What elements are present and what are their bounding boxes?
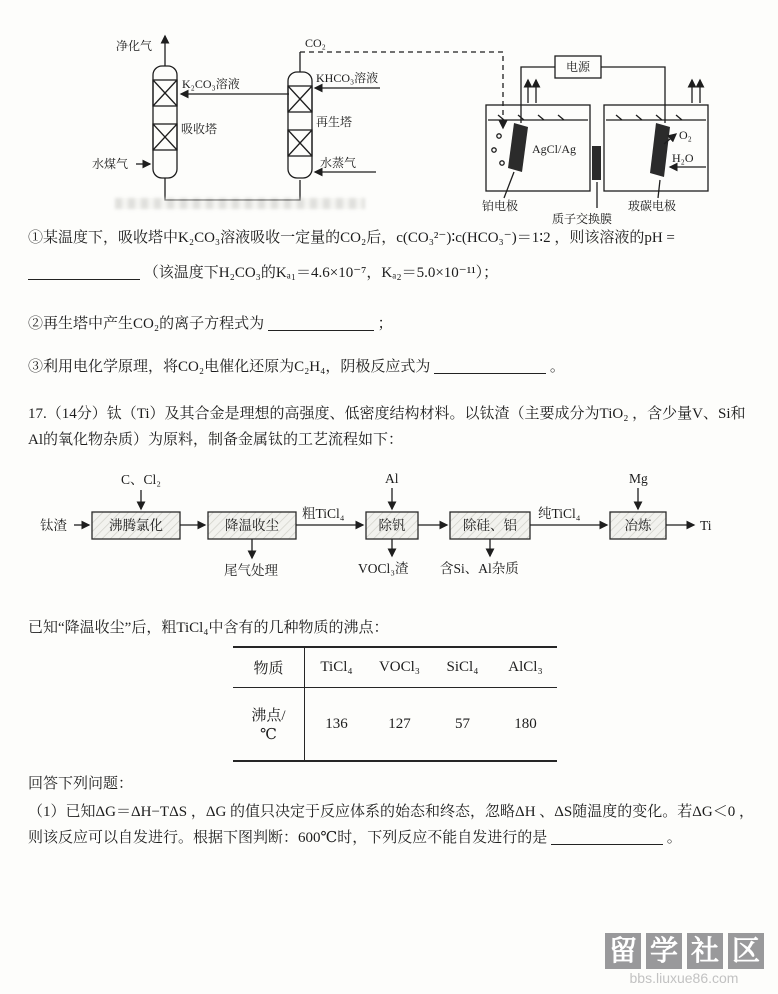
- flow-step-remove-vanadium: 除钒: [378, 518, 406, 533]
- absorption-tower-body: [153, 66, 177, 178]
- table-bp-ticl4: 136: [325, 715, 348, 732]
- gc-electrode-pointer: [658, 180, 660, 198]
- steam-label: 水蒸气: [320, 156, 357, 170]
- table-substance-ticl4: TiCl₄: [320, 659, 353, 675]
- question16-sub3-text: ③利用电化学原理，将CO₂电催化还原为C₂H₄，阴极反应式为: [28, 359, 431, 375]
- answer-intro: 回答下列问题：: [28, 776, 134, 792]
- boiling-point-intro: 已知“降温收尘”后，粗TiCl₄中含有的几种物质的沸点：: [28, 620, 389, 636]
- flow-input-al: Al: [385, 471, 399, 486]
- scan-smudge: [115, 198, 365, 209]
- flow-step-cooling-dust: 降温收尘: [225, 518, 279, 533]
- answer-blank-ionic-equation: [268, 316, 374, 331]
- water-gas-label: 水煤气: [92, 157, 129, 171]
- k2co3-solution-label: K₂CO₃溶液: [182, 77, 240, 91]
- watermark-char: 留: [605, 933, 641, 969]
- watermark-logo: [604, 933, 764, 969]
- membrane-label: 质子交换膜: [552, 212, 613, 226]
- question16-sub1-text: ①某温度下，吸收塔中K₂CO₃溶液吸收一定量的CO₂后，c(CO₃²⁻)∶c(HCO₃⁻)＝1∶2 ，则该溶液的pH =: [28, 230, 675, 246]
- gas-bubble: [497, 134, 501, 138]
- question16-sub1: [28, 226, 760, 286]
- purified-gas-label: 净化气: [116, 39, 153, 53]
- question17-sub1-tail: 。: [666, 829, 682, 846]
- gas-bubble: [500, 161, 504, 165]
- pt-electrode-pointer: [504, 172, 514, 198]
- question17-sub1: [28, 800, 762, 851]
- pt-electrode-label: 铂电极: [482, 199, 519, 213]
- flow-vocl3-residue: VOCl₃渣: [358, 561, 409, 576]
- table-header-row: [233, 648, 557, 688]
- question16-sub3: [28, 355, 760, 381]
- flow-pure-ticl4: 纯TiCl₄: [538, 506, 581, 521]
- bottom-recycle-pipe: [165, 178, 300, 200]
- khco3-solution-label: KHCO₃溶液: [316, 71, 379, 85]
- co2-label: CO₂: [305, 36, 326, 50]
- watermark-url: bbs.liuxue86.com: [629, 970, 739, 986]
- flow-step-remove-si-al: 除硅、铝: [463, 518, 517, 533]
- answer-blank-cathode-reaction: [434, 359, 546, 374]
- watermark-char: 区: [728, 933, 764, 969]
- agcl-ag-electrode-bar: [508, 123, 528, 172]
- flow-si-al-impurities: 含Si、Al杂质: [440, 561, 519, 576]
- glassy-carbon-electrode-bar: [650, 123, 670, 177]
- table-bp-vocl3: 127: [388, 715, 411, 732]
- table-header-substance: 物质: [233, 648, 305, 687]
- boiling-point-table: [233, 646, 557, 762]
- power-supply-label: 电源: [565, 60, 591, 74]
- flow-input-c-cl2: C、Cl₂: [121, 472, 161, 487]
- flow-input-mg: Mg: [629, 471, 648, 486]
- agcl-ag-label: AgCl/Ag: [532, 142, 577, 156]
- question16-sub3-tail: 。: [549, 359, 565, 375]
- flow-product-ti: Ti: [700, 518, 712, 533]
- watermark-char: 社: [687, 933, 723, 969]
- regeneration-tower-body: [288, 72, 312, 178]
- h2o-label: H₂O: [672, 151, 694, 165]
- flow-crude-ticl4: 粗TiCl₄: [302, 506, 345, 521]
- electrolysis-cell: [486, 56, 708, 208]
- flow-step-boiling-chlorination: 沸腾氯化: [109, 518, 163, 533]
- proton-exchange-membrane-bar: [592, 146, 601, 180]
- absorption-tower-label: 吸收塔: [181, 122, 218, 136]
- flow-step-smelting: 冶炼: [624, 518, 652, 533]
- co2-absorption-electrolysis-diagram: [58, 20, 718, 226]
- question17-sub1-text: （1）已知ΔG＝ΔH−TΔS ，ΔG 的值只决定于反应体系的始态和终态，忽略ΔH 、ΔS随温度的变化。若ΔG＜0 ，则该反应可以自发进行。根据下图判断：600℃时，下列反应不能自发进行的是: [28, 804, 754, 846]
- flow-tail-gas: 尾气处理: [224, 563, 278, 578]
- answer-blank-nonspontaneous-reaction: [551, 830, 663, 845]
- glassy-carbon-label: 玻碳电极: [628, 199, 677, 213]
- answer-blank-ph: [28, 265, 140, 280]
- bp-unit-line1: 沸点/: [251, 708, 286, 724]
- left-wire: [521, 67, 555, 123]
- question16-sub1-note: （该温度下H₂CO₃的Kₐ₁＝4.6×10⁻⁷，Kₐ₂＝5.0×10⁻¹¹）；: [143, 264, 499, 281]
- table-bp-alcl3: 180: [514, 715, 537, 732]
- site-watermark: [604, 933, 764, 986]
- table-substance-alcl3: AlCl₃: [508, 659, 543, 675]
- table-value-row: [233, 688, 557, 760]
- table-header-boiling-point: [233, 688, 305, 760]
- right-wire: [601, 67, 665, 123]
- watermark-char: 学: [646, 933, 682, 969]
- question17-stem: 17.（14分）钛（Ti）及其合金是理想的高强度、低密度结构材料。以钛渣（主要成分为TiO₂ ，含少量V、Si和Al的氧化物杂质）为原料，制备金属钛的工艺流程如下：: [28, 406, 746, 448]
- bp-unit-line2: ℃: [260, 727, 277, 743]
- question16-sub2-text: ②再生塔中产生CO₂的离子方程式为: [28, 316, 265, 332]
- titanium-process-flow-diagram: [28, 468, 738, 590]
- o2-label: O₂: [679, 128, 692, 142]
- question16-sub2-tail: ；: [377, 316, 393, 332]
- table-substance-vocl3: VOCl₃: [378, 659, 421, 675]
- flow-ti-slag: 钛渣: [40, 518, 67, 533]
- regeneration-tower-label: 再生塔: [316, 115, 353, 129]
- question16-sub2: [28, 312, 760, 338]
- table-bp-sicl4: 57: [455, 715, 470, 732]
- gas-bubble: [492, 148, 496, 152]
- table-substance-sicl4: SiCl₄: [446, 659, 479, 675]
